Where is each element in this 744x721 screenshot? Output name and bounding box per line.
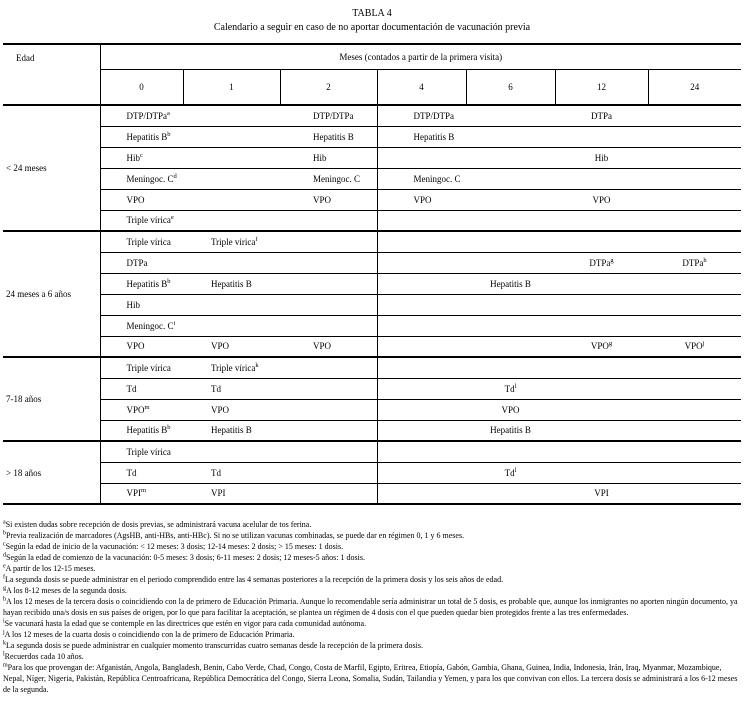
empty-cell: [555, 315, 648, 336]
vaccine-cell: [555, 483, 648, 504]
empty-cell: [648, 168, 741, 189]
footnote-letter: e: [3, 563, 6, 570]
vaccine-cell: [280, 126, 377, 147]
vaccine-cell: [466, 462, 555, 483]
vaccine-cell: [100, 273, 183, 294]
vaccine-cell: [100, 441, 183, 462]
footnote-marker: l: [514, 466, 517, 474]
month-column-6: 6: [466, 69, 555, 105]
empty-cell: [648, 294, 741, 315]
month-column-2: 2: [280, 69, 377, 105]
vaccine-name: Meningoc. C: [126, 173, 174, 184]
vaccine-cell: [100, 252, 183, 273]
empty-cell: [648, 105, 741, 126]
schedule-row: [3, 315, 741, 336]
footnote-j: $^j$A los 12 meses de la cuarta dosis o coincidiendo con la de primero de Educación Primaria.: [3, 629, 295, 639]
empty-cell: [648, 273, 741, 294]
empty-cell: [280, 357, 377, 378]
empty-cell: [377, 273, 466, 294]
vaccine-cell: [280, 147, 377, 168]
schedule-row: [3, 231, 741, 252]
empty-cell: [377, 462, 466, 483]
footnote-marker: b: [167, 424, 171, 432]
footnotes-section: [3, 519, 741, 695]
vaccine-cell: [377, 189, 466, 210]
vaccine-cell: [555, 105, 648, 126]
age-group-label: 24 meses a 6 años: [3, 231, 100, 357]
empty-cell: [377, 483, 466, 504]
empty-cell: [183, 294, 280, 315]
vaccine-cell: [100, 336, 183, 357]
empty-cell: [648, 420, 741, 441]
vaccine-name: Triple vírica: [211, 236, 256, 247]
empty-cell: [280, 231, 377, 252]
empty-cell: [377, 147, 466, 168]
empty-cell: [555, 231, 648, 252]
empty-cell: [377, 252, 466, 273]
vaccine-name: VPO: [126, 341, 145, 352]
footnote-letter: i: [3, 618, 5, 625]
empty-cell: [555, 378, 648, 399]
schedule-row: [3, 168, 741, 189]
schedule-row: [3, 399, 741, 420]
vaccine-name: Hepatitis B: [211, 278, 252, 289]
empty-cell: [280, 462, 377, 483]
footnote-marker: b: [167, 130, 171, 138]
vaccine-name: Hepatitis B: [126, 425, 168, 436]
empty-cell: [555, 168, 648, 189]
vaccine-name: Hib: [126, 152, 140, 163]
empty-cell: [466, 231, 555, 252]
month-column-1: 1: [183, 69, 280, 105]
schedule-row: [3, 483, 741, 504]
empty-cell: [555, 273, 648, 294]
vaccine-cell: [183, 336, 280, 357]
vaccine-cell: [280, 168, 377, 189]
vaccine-name: DTPa: [682, 257, 704, 268]
vaccine-cell: [466, 273, 555, 294]
vaccine-name: Triple vírica: [211, 362, 256, 373]
vaccine-name: Hepatitis B: [413, 131, 455, 142]
footnote-marker: e: [170, 214, 174, 222]
schedule-row: [3, 273, 741, 294]
empty-cell: [280, 210, 377, 231]
empty-cell: [648, 378, 741, 399]
empty-cell: [466, 441, 555, 462]
vaccine-cell: [100, 357, 183, 378]
empty-cell: [466, 336, 555, 357]
vaccine-cell: [280, 336, 377, 357]
vaccine-name: VPO: [590, 341, 609, 352]
vaccine-name: DTP/DTPa: [126, 110, 167, 121]
footnote-b: $^b$Previa realización de marcadores (AgsHB, anti-HBs, anti-HBc). Si no se utilizan vacunas combinadas, se puede dar en régimen 0, 1 y 6 meses.: [3, 530, 465, 540]
empty-cell: [377, 210, 466, 231]
vaccine-cell: [555, 336, 648, 357]
vaccine-name: DTPa: [591, 110, 612, 121]
vaccine-cell: [466, 378, 555, 399]
footnote-c: $^c$Según la edad de inicio de la vacunación: < 12 meses: 3 dosis; 12-14 meses: 2 dosis; > 15 meses: 1 dosis.: [3, 541, 344, 551]
empty-cell: [466, 105, 555, 126]
footnote-letter: l: [3, 651, 5, 658]
empty-cell: [183, 210, 280, 231]
footnote-letter: m: [3, 662, 8, 669]
empty-cell: [466, 210, 555, 231]
vaccine-name: Td: [211, 467, 221, 478]
vaccine-name: VPO: [126, 404, 145, 415]
footnote-marker: b: [167, 277, 171, 285]
vaccine-name: Td: [126, 467, 137, 478]
footnote-d: $^d$Según la edad de comienzo de la vacunación: 0-5 meses: 3 dosis; 6-11 meses: 2 dosis; 12 meses-5 años: 1 dosis.: [3, 552, 365, 562]
vaccine-name: VPI: [594, 488, 609, 499]
empty-cell: [280, 273, 377, 294]
empty-cell: [377, 420, 466, 441]
vaccine-name: DTP/DTPa: [313, 110, 354, 121]
vaccine-name: Triple vírica: [126, 446, 171, 457]
schedule-row: [3, 189, 741, 210]
vaccine-cell: [555, 252, 648, 273]
vaccine-cell: [183, 483, 280, 504]
schedule-row: [3, 420, 741, 441]
vaccine-name: Hepatitis B: [126, 131, 168, 142]
table-caption: Calendario a seguir en caso de no aportar documentación de vacunación previa: [213, 22, 531, 33]
vaccine-name: Td: [504, 467, 515, 478]
footnote-marker: i: [173, 319, 176, 327]
empty-cell: [280, 483, 377, 504]
empty-cell: [648, 462, 741, 483]
empty-cell: [648, 441, 741, 462]
vaccine-name: Hib: [594, 152, 609, 163]
vaccine-cell: [377, 168, 466, 189]
vaccine-name: Hib: [126, 299, 140, 310]
vaccine-name: VPO: [501, 404, 520, 415]
empty-cell: [466, 483, 555, 504]
empty-cell: [280, 399, 377, 420]
footnote-marker: m: [144, 403, 150, 411]
empty-cell: [648, 315, 741, 336]
vaccine-cell: [183, 378, 280, 399]
month-column-12: 12: [555, 69, 648, 105]
vaccine-cell: [100, 315, 183, 336]
footnote-letter: f: [3, 574, 5, 581]
empty-cell: [555, 357, 648, 378]
vaccine-cell: [100, 483, 183, 504]
age-group-label: 7-18 años: [3, 357, 100, 441]
vaccine-cell: [100, 462, 183, 483]
vaccine-cell: [183, 273, 280, 294]
month-column-4: 4: [377, 69, 466, 105]
vaccine-name: DTPa: [126, 257, 148, 268]
vaccine-cell: [648, 336, 741, 357]
empty-cell: [466, 315, 555, 336]
footnote-letter: j: [3, 629, 5, 636]
empty-cell: [377, 231, 466, 252]
footnote-marker: a: [167, 109, 170, 117]
months-header-cell: Meses (contados a partir de la primera visita): [100, 44, 741, 69]
empty-cell: [183, 189, 280, 210]
month-column-24: 24: [648, 69, 741, 105]
vaccine-name: Triple vírica: [126, 236, 171, 247]
vaccine-cell: [100, 189, 183, 210]
vaccine-cell: [100, 105, 183, 126]
empty-cell: [648, 189, 741, 210]
schedule-row: [3, 147, 741, 168]
empty-cell: [555, 294, 648, 315]
footnote-letter: k: [3, 640, 6, 647]
vaccine-name: Td: [211, 383, 221, 394]
vaccine-name: VPO: [313, 341, 332, 352]
empty-cell: [466, 126, 555, 147]
vaccine-name: Triple vírica: [126, 215, 171, 226]
vaccine-name: DTPa: [589, 257, 611, 268]
empty-cell: [280, 441, 377, 462]
age-group-label: > 18 años: [3, 441, 100, 504]
empty-cell: [466, 357, 555, 378]
vaccine-cell: [280, 189, 377, 210]
footnote-letter: c: [3, 541, 6, 548]
footnote-g: $^g$A los 8-12 meses de la segunda dosis.: [3, 585, 127, 595]
vaccine-cell: [555, 189, 648, 210]
schedule-row: [3, 336, 741, 357]
schedule-row: [3, 378, 741, 399]
vaccine-name: VPO: [126, 194, 145, 205]
schedule-row: [3, 462, 741, 483]
vaccine-name: Hepatitis B: [211, 425, 252, 436]
footnote-l: $^l$Recuerdos cada 10 años.: [3, 651, 84, 661]
footnote-marker: f: [255, 235, 258, 243]
vaccine-name: VPO: [211, 341, 230, 352]
header-row-month-numbers: [3, 69, 741, 105]
empty-cell: [377, 336, 466, 357]
empty-cell: [466, 189, 555, 210]
empty-cell: [648, 126, 741, 147]
vaccine-name: Td: [504, 383, 515, 394]
table-number: TABLA 4: [352, 8, 392, 19]
footnote-marker: l: [514, 382, 517, 390]
footnote-letter: a: [3, 519, 6, 526]
footnote-letter: g: [3, 585, 6, 592]
empty-cell: [183, 168, 280, 189]
vaccine-name: VPO: [313, 194, 332, 205]
vaccine-name: Hepatitis B: [313, 131, 354, 142]
empty-cell: [555, 399, 648, 420]
vaccine-cell: [100, 147, 183, 168]
schedule-row: [3, 357, 741, 378]
footnote-letter: b: [3, 530, 6, 537]
vaccination-schedule-table: [3, 43, 741, 505]
vaccine-cell: [100, 294, 183, 315]
footnote-f: $^f$La segunda dosis se puede administrar en el periodo comprendido entre las 4 semanas posteriores a la recepción de la primera dosis y los seis años de edad.: [3, 574, 504, 584]
empty-cell: [280, 315, 377, 336]
empty-cell: [183, 126, 280, 147]
empty-cell: [648, 210, 741, 231]
footnote-marker: m: [141, 487, 147, 495]
schedule-row: [3, 441, 741, 462]
vaccine-name: Hepatitis B: [126, 278, 168, 289]
footnote-marker: k: [255, 361, 259, 369]
age-header-cell: Edad: [3, 44, 100, 105]
vaccine-cell: [100, 126, 183, 147]
vaccine-cell: [466, 399, 555, 420]
empty-cell: [555, 420, 648, 441]
footnote-letter: h: [3, 596, 6, 603]
empty-cell: [648, 231, 741, 252]
footnote-h: $^h$A los 12 meses de la tercera dosis o coincidiendo con la de primero de Educación Primaria. Aunque lo recomendable sería administrar un total de 5 dosis, es probable que, aunque los inmigrantes no aporten ningún documento, ya hayan recibido una/s dosis en sus países de origen, por lo que para facilitar la aceptación, se plantea un régimen de 4 dosis con el que pueden quedar bien protegidos frente a las tres enfermedades.: [3, 596, 738, 617]
schedule-row: [3, 252, 741, 273]
footnote-k: $^k$La segunda dosis se puede administrar en cualquier momento transcurridas cuatro semanas desde la recepción de la primera dosis.: [3, 640, 423, 650]
vaccine-name: Meningoc. C: [126, 320, 174, 331]
empty-cell: [377, 441, 466, 462]
empty-cell: [377, 378, 466, 399]
vaccine-cell: [100, 420, 183, 441]
vaccine-cell: [377, 126, 466, 147]
schedule-row: [3, 105, 741, 126]
schedule-row: [3, 294, 741, 315]
footnote-a: $^a$Si existen dudas sobre recepción de dosis previas, se administrará vacuna acelular de tos ferina.: [3, 519, 312, 529]
footnote-marker: g: [608, 340, 613, 348]
footnote-letter: d: [3, 552, 6, 559]
vaccine-cell: [100, 399, 183, 420]
schedule-row: [3, 126, 741, 147]
empty-cell: [280, 252, 377, 273]
vaccine-cell: [648, 252, 741, 273]
empty-cell: [183, 105, 280, 126]
month-column-0: 0: [100, 69, 183, 105]
vaccine-cell: [183, 462, 280, 483]
footnote-marker: j: [702, 340, 705, 348]
vaccine-cell: [100, 168, 183, 189]
empty-cell: [555, 210, 648, 231]
vaccine-cell: [466, 420, 555, 441]
vaccine-name: Hepatitis B: [490, 425, 531, 436]
vaccine-name: Meningoc. C: [313, 173, 360, 184]
vaccine-cell: [183, 231, 280, 252]
age-group-label: < 24 meses: [3, 105, 100, 231]
vaccine-name: Triple vírica: [126, 362, 171, 373]
vaccine-name: VPO: [592, 194, 611, 205]
empty-cell: [555, 441, 648, 462]
vaccine-name: VPO: [684, 341, 703, 352]
vaccine-name: VPI: [126, 488, 142, 499]
empty-cell: [377, 399, 466, 420]
vaccine-name: Hib: [313, 152, 327, 163]
vaccine-cell: [183, 420, 280, 441]
footnote-marker: d: [173, 172, 177, 180]
vaccine-cell: [183, 357, 280, 378]
vaccine-name: DTP/DTPa: [413, 110, 454, 121]
vaccine-cell: [377, 105, 466, 126]
vaccine-name: VPO: [211, 404, 230, 415]
footnote-marker: c: [140, 151, 143, 159]
empty-cell: [648, 357, 741, 378]
schedule-row: [3, 210, 741, 231]
vaccine-name: VPI: [211, 488, 226, 499]
empty-cell: [466, 294, 555, 315]
empty-cell: [183, 252, 280, 273]
vaccine-cell: [555, 147, 648, 168]
vaccine-cell: [183, 399, 280, 420]
empty-cell: [648, 483, 741, 504]
empty-cell: [648, 399, 741, 420]
empty-cell: [183, 315, 280, 336]
vaccine-name: Meningoc. C: [413, 173, 461, 184]
empty-cell: [280, 420, 377, 441]
empty-cell: [466, 147, 555, 168]
empty-cell: [377, 357, 466, 378]
empty-cell: [280, 294, 377, 315]
vaccine-cell: [100, 231, 183, 252]
footnote-marker: g: [610, 256, 614, 264]
empty-cell: [183, 441, 280, 462]
empty-cell: [555, 126, 648, 147]
empty-cell: [377, 294, 466, 315]
footnote-marker: h: [703, 256, 707, 264]
empty-cell: [183, 147, 280, 168]
footnote-i: $^i$Se vacunará hasta la edad que se contemple en las directrices que estén en vigor para cada comunidad autónoma.: [3, 618, 367, 628]
header-row-months: [3, 44, 741, 69]
empty-cell: [555, 462, 648, 483]
empty-cell: [280, 378, 377, 399]
vaccine-cell: [100, 210, 183, 231]
footnote-e: $^e$A partir de los 12-15 meses.: [3, 563, 96, 573]
empty-cell: [377, 315, 466, 336]
vaccine-name: Td: [126, 383, 137, 394]
empty-cell: [466, 252, 555, 273]
footnote-m: $^m$Para los que provengan de: Afganistán, Angola, Bangladesh, Benin, Cabo Verde, Chad, Congo, Costa de Marfil, Egipto, Eritrea, Etiopía, Gabón, Gambia, Ghana, Guinea, India, Indonesia, Irán, Iraq, Myanmar, Mozambique, Nepal, Níger, Nigeria, Pakistán, República Centroafricana, República Democrática del Congo, Sierra Leona, Somalia, Sudán, Tailandia y Yemen, y para los que convivan con ellos. La tercera dosis se administrará a los 6-12 meses de la segunda.: [3, 662, 738, 694]
vaccine-name: VPO: [413, 194, 432, 205]
empty-cell: [648, 147, 741, 168]
empty-cell: [466, 168, 555, 189]
vaccine-name: Hepatitis B: [490, 278, 531, 289]
vaccine-cell: [280, 105, 377, 126]
vaccine-cell: [100, 378, 183, 399]
